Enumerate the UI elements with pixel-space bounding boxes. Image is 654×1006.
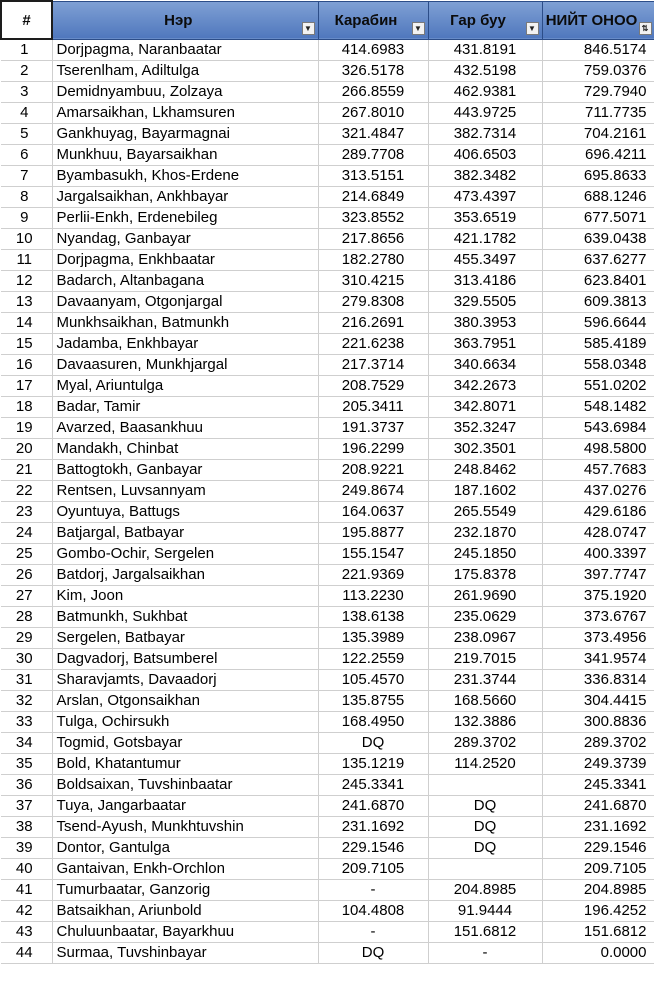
cell-number[interactable]: 34 xyxy=(1,732,52,753)
cell-number[interactable]: 41 xyxy=(1,879,52,900)
cell-name[interactable]: Davaasuren, Munkhjargal xyxy=(52,354,318,375)
header-carbine-label: Карабин xyxy=(334,11,398,29)
cell-total[interactable]: 543.6984 xyxy=(542,417,654,438)
cell-carbine[interactable]: 326.5178 xyxy=(318,60,428,81)
cell-handgun[interactable]: 353.6519 xyxy=(428,207,542,228)
cell-total[interactable]: 373.4956 xyxy=(542,627,654,648)
cell-name[interactable]: Mandakh, Chinbat xyxy=(52,438,318,459)
cell-number[interactable]: 27 xyxy=(1,585,52,606)
cell-handgun[interactable]: DQ xyxy=(428,837,542,858)
cell-handgun[interactable]: 421.1782 xyxy=(428,228,542,249)
cell-name[interactable]: Gantaivan, Enkh-Orchlon xyxy=(52,858,318,879)
cell-name[interactable]: Avarzed, Baasankhuu xyxy=(52,417,318,438)
cell-carbine[interactable]: 105.4570 xyxy=(318,669,428,690)
cell-carbine[interactable]: 208.7529 xyxy=(318,375,428,396)
cell-handgun[interactable]: 245.1850 xyxy=(428,543,542,564)
cell-carbine[interactable]: 209.7105 xyxy=(318,858,428,879)
cell-total[interactable]: 397.7747 xyxy=(542,564,654,585)
cell-handgun[interactable]: 132.3886 xyxy=(428,711,542,732)
cell-name[interactable]: Myal, Ariuntulga xyxy=(52,375,318,396)
table-row[interactable] xyxy=(1,354,654,375)
cell-carbine[interactable]: 208.9221 xyxy=(318,459,428,480)
cell-name[interactable]: Rentsen, Luvsannyam xyxy=(52,480,318,501)
cell-handgun[interactable]: 232.1870 xyxy=(428,522,542,543)
table-row[interactable] xyxy=(1,942,654,963)
cell-total[interactable]: 548.1482 xyxy=(542,396,654,417)
table-row[interactable] xyxy=(1,270,654,291)
cell-carbine[interactable]: 196.2299 xyxy=(318,438,428,459)
table-row[interactable] xyxy=(1,585,654,606)
table-row[interactable] xyxy=(1,228,654,249)
cell-number[interactable]: 7 xyxy=(1,165,52,186)
cell-handgun[interactable]: 462.9381 xyxy=(428,81,542,102)
cell-carbine[interactable]: 266.8559 xyxy=(318,81,428,102)
cell-total[interactable]: 558.0348 xyxy=(542,354,654,375)
cell-carbine[interactable]: 221.9369 xyxy=(318,564,428,585)
table-row[interactable] xyxy=(1,753,654,774)
table-row[interactable] xyxy=(1,249,654,270)
cell-total[interactable]: 229.1546 xyxy=(542,837,654,858)
cell-carbine[interactable]: 245.3341 xyxy=(318,774,428,795)
cell-carbine[interactable]: 414.6983 xyxy=(318,39,428,60)
cell-total[interactable]: 637.6277 xyxy=(542,249,654,270)
cell-total[interactable]: 375.1920 xyxy=(542,585,654,606)
table-row[interactable] xyxy=(1,123,654,144)
cell-handgun[interactable]: 231.3744 xyxy=(428,669,542,690)
cell-number[interactable]: 21 xyxy=(1,459,52,480)
table-row[interactable] xyxy=(1,312,654,333)
cell-handgun[interactable]: 204.8985 xyxy=(428,879,542,900)
cell-handgun[interactable]: 342.2673 xyxy=(428,375,542,396)
cell-handgun[interactable]: 187.1602 xyxy=(428,480,542,501)
cell-handgun[interactable]: 382.7314 xyxy=(428,123,542,144)
cell-handgun[interactable]: 175.8378 xyxy=(428,564,542,585)
cell-number[interactable]: 18 xyxy=(1,396,52,417)
cell-carbine[interactable]: DQ xyxy=(318,942,428,963)
cell-name[interactable]: Dorjpagma, Naranbaatar xyxy=(52,39,318,60)
cell-number[interactable]: 42 xyxy=(1,900,52,921)
cell-total[interactable]: 204.8985 xyxy=(542,879,654,900)
cell-handgun[interactable]: 313.4186 xyxy=(428,270,542,291)
table-row[interactable] xyxy=(1,711,654,732)
cell-carbine[interactable]: 168.4950 xyxy=(318,711,428,732)
cell-total[interactable]: 688.1246 xyxy=(542,186,654,207)
cell-handgun[interactable]: 380.3953 xyxy=(428,312,542,333)
cell-number[interactable]: 20 xyxy=(1,438,52,459)
cell-total[interactable]: 245.3341 xyxy=(542,774,654,795)
header-name[interactable] xyxy=(52,1,318,39)
table-row[interactable] xyxy=(1,774,654,795)
cell-carbine[interactable]: 267.8010 xyxy=(318,102,428,123)
cell-carbine[interactable]: 289.7708 xyxy=(318,144,428,165)
cell-name[interactable]: Chuluunbaatar, Bayarkhuu xyxy=(52,921,318,942)
cell-carbine[interactable]: 241.6870 xyxy=(318,795,428,816)
header-total-label: НИЙТ ОНОО xyxy=(545,11,638,29)
table-row[interactable] xyxy=(1,102,654,123)
cell-total[interactable]: 585.4189 xyxy=(542,333,654,354)
cell-number[interactable]: 32 xyxy=(1,690,52,711)
cell-number[interactable]: 28 xyxy=(1,606,52,627)
table-row[interactable] xyxy=(1,333,654,354)
cell-name[interactable]: Batmunkh, Sukhbat xyxy=(52,606,318,627)
cell-carbine[interactable]: 249.8674 xyxy=(318,480,428,501)
cell-handgun[interactable] xyxy=(428,858,542,879)
cell-total[interactable]: 209.7105 xyxy=(542,858,654,879)
cell-carbine[interactable]: 323.8552 xyxy=(318,207,428,228)
cell-total[interactable]: 596.6644 xyxy=(542,312,654,333)
cell-handgun[interactable]: 431.8191 xyxy=(428,39,542,60)
cell-name[interactable]: Batjargal, Batbayar xyxy=(52,522,318,543)
cell-carbine[interactable]: DQ xyxy=(318,732,428,753)
cell-carbine[interactable]: 122.2559 xyxy=(318,648,428,669)
table-row[interactable] xyxy=(1,858,654,879)
table-row[interactable] xyxy=(1,396,654,417)
cell-number[interactable]: 1 xyxy=(1,39,52,60)
table-row[interactable] xyxy=(1,816,654,837)
filter-dropdown-icon[interactable]: ▼ xyxy=(302,22,315,35)
table-row[interactable] xyxy=(1,144,654,165)
cell-carbine[interactable]: 104.4808 xyxy=(318,900,428,921)
table-body xyxy=(1,39,654,963)
cell-handgun[interactable]: 248.8462 xyxy=(428,459,542,480)
cell-total[interactable]: 759.0376 xyxy=(542,60,654,81)
cell-name[interactable]: Tuya, Jangarbaatar xyxy=(52,795,318,816)
cell-name[interactable]: Munkhuu, Bayarsaikhan xyxy=(52,144,318,165)
cell-name[interactable]: Gankhuyag, Bayarmagnai xyxy=(52,123,318,144)
table-row[interactable] xyxy=(1,438,654,459)
header-carbine[interactable] xyxy=(318,1,428,39)
cell-total[interactable]: 695.8633 xyxy=(542,165,654,186)
cell-handgun[interactable]: 352.3247 xyxy=(428,417,542,438)
cell-name[interactable]: Tserenlham, Adiltulga xyxy=(52,60,318,81)
cell-number[interactable]: 36 xyxy=(1,774,52,795)
cell-number[interactable]: 6 xyxy=(1,144,52,165)
table-row[interactable] xyxy=(1,375,654,396)
cell-total[interactable]: 437.0276 xyxy=(542,480,654,501)
cell-name[interactable]: Gombo-Ochir, Sergelen xyxy=(52,543,318,564)
cell-carbine[interactable]: 313.5151 xyxy=(318,165,428,186)
cell-name[interactable]: Togmid, Gotsbayar xyxy=(52,732,318,753)
cell-carbine[interactable]: 217.8656 xyxy=(318,228,428,249)
cell-number[interactable]: 15 xyxy=(1,333,52,354)
cell-handgun[interactable]: 151.6812 xyxy=(428,921,542,942)
cell-carbine[interactable]: 279.8308 xyxy=(318,291,428,312)
cell-number[interactable]: 29 xyxy=(1,627,52,648)
header-handgun-label: Гар буу xyxy=(450,11,506,29)
cell-total[interactable]: 400.3397 xyxy=(542,543,654,564)
cell-total[interactable]: 300.8836 xyxy=(542,711,654,732)
table-row[interactable] xyxy=(1,417,654,438)
cell-number[interactable]: 12 xyxy=(1,270,52,291)
table-row[interactable] xyxy=(1,186,654,207)
cell-number[interactable]: 35 xyxy=(1,753,52,774)
table-row[interactable] xyxy=(1,795,654,816)
table-row[interactable] xyxy=(1,291,654,312)
cell-name[interactable]: Amarsaikhan, Lkhamsuren xyxy=(52,102,318,123)
cell-number[interactable]: 13 xyxy=(1,291,52,312)
sort-filter-icon[interactable]: ⇅ xyxy=(639,22,652,35)
cell-total[interactable]: 373.6767 xyxy=(542,606,654,627)
cell-number[interactable]: 30 xyxy=(1,648,52,669)
cell-name[interactable]: Demidnyambuu, Zolzaya xyxy=(52,81,318,102)
cell-name[interactable]: Tsend-Ayush, Munkhtuvshin xyxy=(52,816,318,837)
cell-number[interactable]: 37 xyxy=(1,795,52,816)
cell-handgun[interactable]: 261.9690 xyxy=(428,585,542,606)
cell-total[interactable]: 498.5800 xyxy=(542,438,654,459)
cell-carbine[interactable]: 310.4215 xyxy=(318,270,428,291)
cell-name[interactable]: Battogtokh, Ganbayar xyxy=(52,459,318,480)
cell-number[interactable]: 26 xyxy=(1,564,52,585)
cell-total[interactable]: 196.4252 xyxy=(542,900,654,921)
cell-number[interactable]: 22 xyxy=(1,480,52,501)
cell-carbine[interactable]: 191.3737 xyxy=(318,417,428,438)
cell-name[interactable]: Batsaikhan, Ariunbold xyxy=(52,900,318,921)
table-row[interactable] xyxy=(1,165,654,186)
table-row[interactable] xyxy=(1,879,654,900)
cell-carbine[interactable]: 182.2780 xyxy=(318,249,428,270)
cell-total[interactable]: 711.7735 xyxy=(542,102,654,123)
cell-total[interactable]: 249.3739 xyxy=(542,753,654,774)
cell-name[interactable]: Nyandag, Ganbayar xyxy=(52,228,318,249)
filter-dropdown-icon[interactable]: ▼ xyxy=(412,22,425,35)
table-row[interactable] xyxy=(1,606,654,627)
cell-handgun[interactable]: 168.5660 xyxy=(428,690,542,711)
cell-number[interactable]: 5 xyxy=(1,123,52,144)
cell-name[interactable]: Jargalsaikhan, Ankhbayar xyxy=(52,186,318,207)
cell-total[interactable]: 429.6186 xyxy=(542,501,654,522)
header-name-label: Нэр xyxy=(164,11,193,29)
header-total[interactable] xyxy=(542,1,654,39)
cell-carbine[interactable]: 113.2230 xyxy=(318,585,428,606)
cell-carbine[interactable]: 205.3411 xyxy=(318,396,428,417)
header-number-label: # xyxy=(22,11,31,29)
table-row[interactable] xyxy=(1,732,654,753)
cell-handgun[interactable]: DQ xyxy=(428,816,542,837)
cell-total[interactable]: 696.4211 xyxy=(542,144,654,165)
cell-handgun[interactable]: 265.5549 xyxy=(428,501,542,522)
cell-name[interactable]: Dontor, Gantulga xyxy=(52,837,318,858)
cell-total[interactable]: 0.0000 xyxy=(542,942,654,963)
cell-carbine[interactable]: 217.3714 xyxy=(318,354,428,375)
table-row[interactable] xyxy=(1,543,654,564)
cell-name[interactable]: Bold, Khatantumur xyxy=(52,753,318,774)
table-row[interactable] xyxy=(1,60,654,81)
cell-handgun[interactable]: 432.5198 xyxy=(428,60,542,81)
cell-number[interactable]: 43 xyxy=(1,921,52,942)
cell-carbine[interactable]: 155.1547 xyxy=(318,543,428,564)
table-row[interactable] xyxy=(1,627,654,648)
cell-number[interactable]: 33 xyxy=(1,711,52,732)
cell-total[interactable]: 677.5071 xyxy=(542,207,654,228)
table-row[interactable] xyxy=(1,669,654,690)
table-row[interactable] xyxy=(1,207,654,228)
cell-carbine[interactable]: 321.4847 xyxy=(318,123,428,144)
cell-total[interactable]: 551.0202 xyxy=(542,375,654,396)
cell-total[interactable]: 341.9574 xyxy=(542,648,654,669)
cell-number[interactable]: 39 xyxy=(1,837,52,858)
cell-name[interactable]: Tumurbaatar, Ganzorig xyxy=(52,879,318,900)
cell-number[interactable]: 40 xyxy=(1,858,52,879)
cell-carbine[interactable]: 164.0637 xyxy=(318,501,428,522)
cell-carbine[interactable]: - xyxy=(318,921,428,942)
cell-carbine[interactable]: 135.8755 xyxy=(318,690,428,711)
cell-number[interactable]: 14 xyxy=(1,312,52,333)
cell-number[interactable]: 4 xyxy=(1,102,52,123)
cell-carbine[interactable]: 216.2691 xyxy=(318,312,428,333)
cell-number[interactable]: 10 xyxy=(1,228,52,249)
cell-handgun[interactable] xyxy=(428,774,542,795)
cell-total[interactable]: 241.6870 xyxy=(542,795,654,816)
table-row[interactable] xyxy=(1,921,654,942)
cell-carbine[interactable]: 229.1546 xyxy=(318,837,428,858)
cell-name[interactable]: Tulga, Ochirsukh xyxy=(52,711,318,732)
cell-carbine[interactable]: 135.3989 xyxy=(318,627,428,648)
cell-name[interactable]: Dorjpagma, Enkhbaatar xyxy=(52,249,318,270)
cell-carbine[interactable]: - xyxy=(318,879,428,900)
cell-number[interactable]: 3 xyxy=(1,81,52,102)
cell-handgun[interactable]: 91.9444 xyxy=(428,900,542,921)
cell-handgun[interactable]: 235.0629 xyxy=(428,606,542,627)
cell-handgun[interactable]: 238.0967 xyxy=(428,627,542,648)
cell-number[interactable]: 25 xyxy=(1,543,52,564)
cell-number[interactable]: 11 xyxy=(1,249,52,270)
cell-carbine[interactable]: 231.1692 xyxy=(318,816,428,837)
table-row[interactable] xyxy=(1,81,654,102)
cell-handgun[interactable]: 340.6634 xyxy=(428,354,542,375)
cell-carbine[interactable]: 138.6138 xyxy=(318,606,428,627)
cell-total[interactable]: 457.7683 xyxy=(542,459,654,480)
cell-name[interactable]: Byambasukh, Khos-Erdene xyxy=(52,165,318,186)
cell-name[interactable]: Kim, Joon xyxy=(52,585,318,606)
table-row[interactable] xyxy=(1,480,654,501)
cell-handgun[interactable]: 406.6503 xyxy=(428,144,542,165)
cell-number[interactable]: 16 xyxy=(1,354,52,375)
cell-total[interactable]: 336.8314 xyxy=(542,669,654,690)
cell-total[interactable]: 729.7940 xyxy=(542,81,654,102)
cell-total[interactable]: 846.5174 xyxy=(542,39,654,60)
cell-name[interactable]: Batdorj, Jargalsaikhan xyxy=(52,564,318,585)
cell-name[interactable]: Sergelen, Batbayar xyxy=(52,627,318,648)
cell-total[interactable]: 304.4415 xyxy=(542,690,654,711)
cell-number[interactable]: 8 xyxy=(1,186,52,207)
cell-handgun[interactable]: 455.3497 xyxy=(428,249,542,270)
cell-name[interactable]: Dagvadorj, Batsumberel xyxy=(52,648,318,669)
cell-total[interactable]: 428.0747 xyxy=(542,522,654,543)
header-number[interactable] xyxy=(1,1,52,39)
cell-handgun[interactable]: 382.3482 xyxy=(428,165,542,186)
table-row[interactable] xyxy=(1,900,654,921)
cell-name[interactable]: Sharavjamts, Davaadorj xyxy=(52,669,318,690)
cell-handgun[interactable]: 302.3501 xyxy=(428,438,542,459)
cell-name[interactable]: Badarch, Altanbagana xyxy=(52,270,318,291)
cell-name[interactable]: Davaanyam, Otgonjargal xyxy=(52,291,318,312)
cell-total[interactable]: 704.2161 xyxy=(542,123,654,144)
table-row[interactable] xyxy=(1,459,654,480)
table-row[interactable] xyxy=(1,501,654,522)
cell-name[interactable]: Jadamba, Enkhbayar xyxy=(52,333,318,354)
cell-handgun[interactable]: 114.2520 xyxy=(428,753,542,774)
cell-number[interactable]: 44 xyxy=(1,942,52,963)
cell-number[interactable]: 31 xyxy=(1,669,52,690)
table-row[interactable] xyxy=(1,564,654,585)
cell-total[interactable]: 151.6812 xyxy=(542,921,654,942)
cell-handgun[interactable]: 219.7015 xyxy=(428,648,542,669)
cell-number[interactable]: 17 xyxy=(1,375,52,396)
cell-number[interactable]: 2 xyxy=(1,60,52,81)
table-row[interactable] xyxy=(1,39,654,60)
cell-handgun[interactable]: - xyxy=(428,942,542,963)
table-row[interactable] xyxy=(1,837,654,858)
cell-number[interactable]: 23 xyxy=(1,501,52,522)
cell-handgun[interactable]: 473.4397 xyxy=(428,186,542,207)
cell-number[interactable]: 9 xyxy=(1,207,52,228)
cell-name[interactable]: Perlii-Enkh, Erdenebileg xyxy=(52,207,318,228)
cell-total[interactable]: 231.1692 xyxy=(542,816,654,837)
table-row[interactable] xyxy=(1,690,654,711)
cell-name[interactable]: Munkhsaikhan, Batmunkh xyxy=(52,312,318,333)
cell-carbine[interactable]: 214.6849 xyxy=(318,186,428,207)
cell-name[interactable]: Badar, Tamir xyxy=(52,396,318,417)
cell-total[interactable]: 623.8401 xyxy=(542,270,654,291)
cell-carbine[interactable]: 195.8877 xyxy=(318,522,428,543)
cell-handgun[interactable]: DQ xyxy=(428,795,542,816)
cell-total[interactable]: 609.3813 xyxy=(542,291,654,312)
cell-carbine[interactable]: 221.6238 xyxy=(318,333,428,354)
cell-name[interactable]: Boldsaixan, Tuvshinbaatar xyxy=(52,774,318,795)
cell-handgun[interactable]: 289.3702 xyxy=(428,732,542,753)
cell-name[interactable]: Surmaa, Tuvshinbayar xyxy=(52,942,318,963)
cell-carbine[interactable]: 135.1219 xyxy=(318,753,428,774)
header-row xyxy=(1,1,654,39)
filter-dropdown-icon[interactable]: ▼ xyxy=(526,22,539,35)
cell-handgun[interactable]: 363.7951 xyxy=(428,333,542,354)
table-row[interactable] xyxy=(1,522,654,543)
header-handgun[interactable] xyxy=(428,1,542,39)
cell-total[interactable]: 289.3702 xyxy=(542,732,654,753)
cell-total[interactable]: 639.0438 xyxy=(542,228,654,249)
cell-name[interactable]: Oyuntuya, Battugs xyxy=(52,501,318,522)
table-row[interactable] xyxy=(1,648,654,669)
cell-handgun[interactable]: 443.9725 xyxy=(428,102,542,123)
cell-number[interactable]: 38 xyxy=(1,816,52,837)
cell-handgun[interactable]: 342.8071 xyxy=(428,396,542,417)
cell-handgun[interactable]: 329.5505 xyxy=(428,291,542,312)
cell-number[interactable]: 24 xyxy=(1,522,52,543)
cell-name[interactable]: Arslan, Otgonsaikhan xyxy=(52,690,318,711)
cell-number[interactable]: 19 xyxy=(1,417,52,438)
